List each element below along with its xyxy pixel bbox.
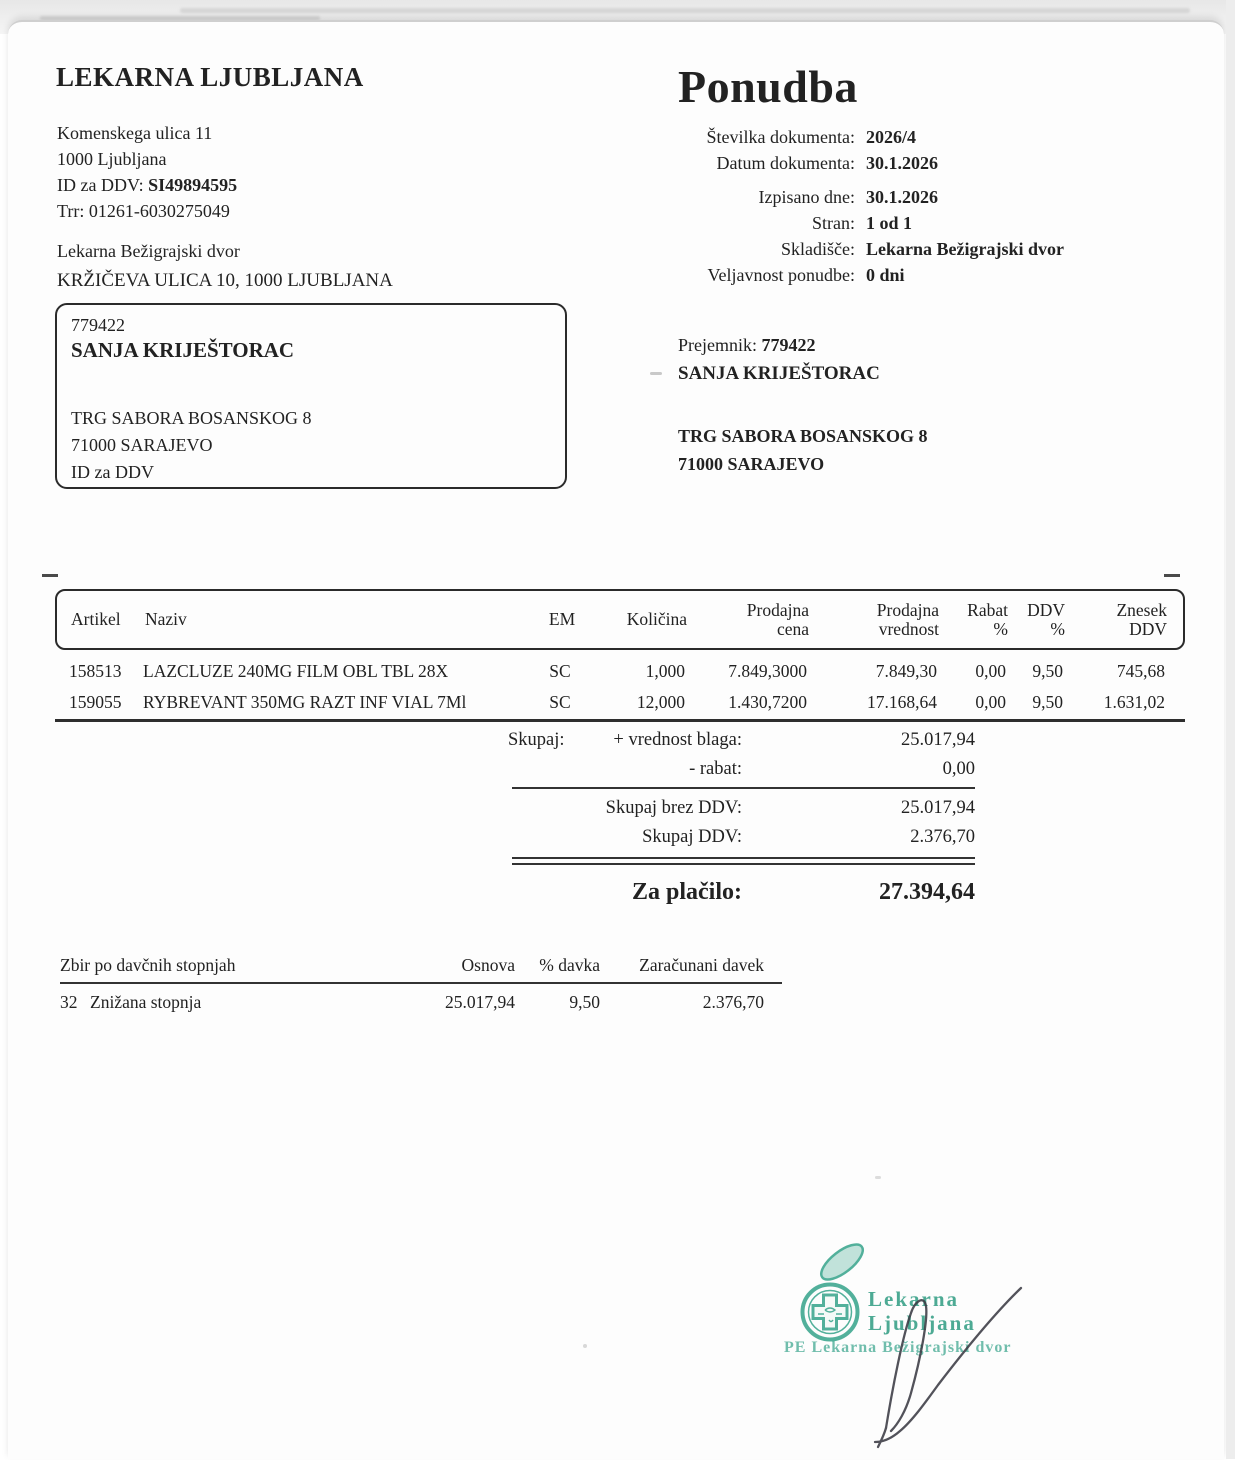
tax-col-base: Osnova [461, 955, 515, 975]
col-header-ddv [1016, 601, 1083, 639]
tax-rule [60, 982, 782, 984]
header-line: Znesek [1116, 599, 1167, 620]
totals-label-cell [500, 794, 742, 823]
stamp-line3: PE Lekarna Bežigrajski dvor [784, 1339, 1012, 1356]
seller-account [57, 198, 237, 224]
tax-amount-value: 2.376,70 [702, 992, 764, 1012]
totals-rule [512, 787, 975, 789]
header-line: Prodajna [746, 599, 809, 620]
meta-value: 30.1.2026 [866, 187, 938, 207]
scan-speck [650, 372, 662, 375]
recipient-code: 779422 [761, 335, 816, 355]
seller-vat [57, 172, 237, 198]
customer-name: SANJA KRIJEŠTORAC [71, 338, 295, 362]
meta-label: Stran: [812, 213, 855, 233]
item-cena: 1.430,7200 [728, 692, 807, 712]
crop-mark-right [1164, 574, 1180, 577]
item-cena: 7.849,3000 [728, 661, 807, 681]
header-line: cena [776, 618, 809, 639]
totals-row [500, 794, 975, 823]
meta-label: Datum dokumenta: [716, 153, 855, 173]
payable-label: Za plačilo: [631, 879, 742, 905]
branch-name: Lekarna Bežigrajski dvor [57, 241, 240, 261]
tax-col-tax: Zaračunani davek [639, 955, 764, 975]
header-line: Artikel [71, 609, 121, 629]
customer-street: TRG SABORA BOSANSKOG 8 [71, 408, 312, 428]
meta-label: Skladišče: [781, 239, 855, 259]
recipient-name: SANJA KRIJEŠTORAC [678, 363, 880, 384]
col-header-prodajna-cena [687, 601, 809, 639]
totals-row [500, 823, 975, 852]
col-header-em [537, 610, 587, 629]
items-table-header [55, 589, 1185, 650]
meta-row [560, 124, 1160, 150]
seller-address-block [57, 120, 237, 224]
item-row-grid [55, 687, 1185, 718]
header-line: vrednost [878, 618, 939, 639]
meta-value: 1 od 1 [866, 213, 913, 233]
tax-rate-name [60, 990, 380, 1014]
seller-name: LEKARNA LJUBLJANA [56, 62, 364, 92]
item-znesek: 1.631,02 [1103, 692, 1165, 712]
items-header-grid [57, 591, 1183, 648]
item-artikel: 159055 [69, 692, 122, 712]
handwritten-signature [840, 1225, 1060, 1460]
meta-value: 2026/4 [866, 127, 917, 147]
tax-header-row [60, 952, 782, 978]
seller-branch-block [57, 237, 393, 295]
spacer [71, 363, 551, 405]
payable-value: 27.394,64 [879, 879, 975, 905]
totals-double-rule [512, 857, 975, 865]
header-line: % [993, 618, 1008, 639]
item-vrednost: 17.168,64 [867, 692, 937, 712]
col-header-kolicina [587, 610, 687, 629]
item-naziv: LAZCLUZE 240MG FILM OBL TBL 28X [143, 661, 449, 681]
totals-block [500, 726, 975, 909]
meta-label: Številka dokumenta: [706, 127, 855, 147]
meta-label: Veljavnost ponudbe: [707, 265, 855, 285]
totals-row [500, 755, 975, 784]
meta-value: Lekarna Bežigrajski dvor [866, 239, 1064, 259]
table-row [55, 687, 1185, 718]
payable-row [500, 875, 975, 909]
totals-value: 2.376,70 [910, 827, 975, 847]
meta-value: 30.1.2026 [866, 153, 938, 173]
signature-loop-stroke [886, 1300, 926, 1431]
item-kolicina: 1,000 [645, 661, 685, 681]
col-header-prodajna-vrednost [809, 601, 939, 639]
totals-label: + vrednost blaga: [613, 730, 742, 750]
seller-vat-label: ID za DDV: [57, 175, 144, 195]
col-header-artikel [57, 610, 145, 629]
totals-value: 25.017,94 [901, 798, 975, 818]
table-row [55, 656, 1185, 687]
item-ddv: 9,50 [1032, 692, 1063, 712]
tax-rate-value: 9,50 [569, 992, 600, 1012]
seller-address-line2: 1000 Ljubljana [57, 149, 167, 169]
totals-label-cell [500, 823, 742, 852]
recipient-street: TRG SABORA BOSANSKOG 8 [678, 426, 928, 446]
document-meta [560, 124, 1160, 288]
totals-value: 25.017,94 [901, 730, 975, 750]
meta-row [560, 262, 1160, 288]
item-rabat: 0,00 [975, 692, 1006, 712]
tax-col-rate: % davka [539, 955, 600, 975]
totals-prefix: Skupaj: [508, 730, 565, 750]
stamp-line1: Lekarna [868, 1287, 960, 1311]
customer-vat-label: ID za DDV [71, 462, 154, 482]
item-rabat: 0,00 [975, 661, 1006, 681]
totals-label: Skupaj DDV: [642, 827, 742, 847]
tax-summary [60, 952, 782, 1014]
totals-label-cell [500, 726, 742, 755]
tax-base-value: 25.017,94 [445, 992, 515, 1012]
recipient-city: 71000 SARAJEVO [678, 454, 825, 474]
seller-address-line1: Komenskega ulica 11 [57, 123, 213, 143]
totals-value: 0,00 [942, 759, 975, 779]
seller-account-label: Trr: [57, 201, 85, 221]
item-naziv: RYBREVANT 350MG RAZT INF VIAL 7Ml [143, 692, 467, 712]
item-vrednost: 7.849,30 [875, 661, 937, 681]
branch-address: KRŽIČEVA ULICA 10, 1000 LJUBLJANA [57, 270, 393, 291]
seller-vat-value: SI49894595 [148, 175, 238, 195]
crop-mark-left [42, 574, 58, 577]
recipient-row [678, 332, 928, 358]
col-header-rabat [939, 601, 1016, 639]
totals-row [500, 726, 975, 755]
recipient-block [678, 332, 928, 478]
item-em: SC [549, 692, 571, 712]
header-line: Prodajna [876, 599, 939, 620]
header-line: DDV [1027, 599, 1065, 620]
header-line: Naziv [145, 609, 187, 629]
col-header-naziv [145, 610, 537, 629]
scan-right-edge [1226, 0, 1235, 1459]
header-line: % [1050, 618, 1065, 639]
totals-label-cell [500, 755, 742, 784]
table-bottom-rule [55, 719, 1185, 722]
document-title: Ponudba [678, 61, 858, 112]
tax-title: Zbir po davčnih stopnjah [60, 955, 236, 975]
meta-row [560, 210, 1160, 236]
tax-data-row [60, 990, 782, 1014]
seller-account-value: 01261-6030275049 [88, 201, 230, 221]
recipient-label: Prejemnik: [678, 335, 757, 355]
customer-city: 71000 SARAJEVO [71, 435, 213, 455]
meta-label: Izpisano dne: [758, 187, 855, 207]
tax-rate-code: 32 [60, 992, 78, 1012]
scan-speck [583, 1344, 587, 1348]
signature-tail-stroke [878, 1428, 886, 1447]
item-artikel: 158513 [69, 661, 122, 681]
item-row-grid [55, 656, 1185, 687]
meta-row [560, 236, 1160, 262]
scan-smear [180, 8, 1190, 13]
payable-label-cell [500, 875, 742, 909]
header-line: Rabat [967, 599, 1008, 620]
customer-address-box [55, 303, 567, 489]
totals-label: Skupaj brez DDV: [605, 798, 742, 818]
item-kolicina: 12,000 [636, 692, 685, 712]
item-em: SC [549, 661, 571, 681]
meta-row [560, 184, 1160, 210]
item-ddv: 9,50 [1032, 661, 1063, 681]
meta-row [560, 150, 1160, 176]
spacer [678, 388, 928, 422]
customer-code: 779422 [71, 315, 125, 335]
header-line: EM [548, 609, 576, 629]
col-header-znesek-ddv [1083, 601, 1187, 639]
header-line: Količina [626, 609, 687, 629]
meta-value: 0 dni [866, 265, 905, 285]
item-znesek: 745,68 [1116, 661, 1165, 681]
scan-speck [875, 1176, 881, 1179]
stamp-line2: Ljubljana [868, 1311, 976, 1335]
totals-label: - rabat: [689, 759, 742, 779]
tax-rate-label: Znižana stopnja [90, 992, 202, 1012]
header-line: DDV [1129, 618, 1167, 639]
